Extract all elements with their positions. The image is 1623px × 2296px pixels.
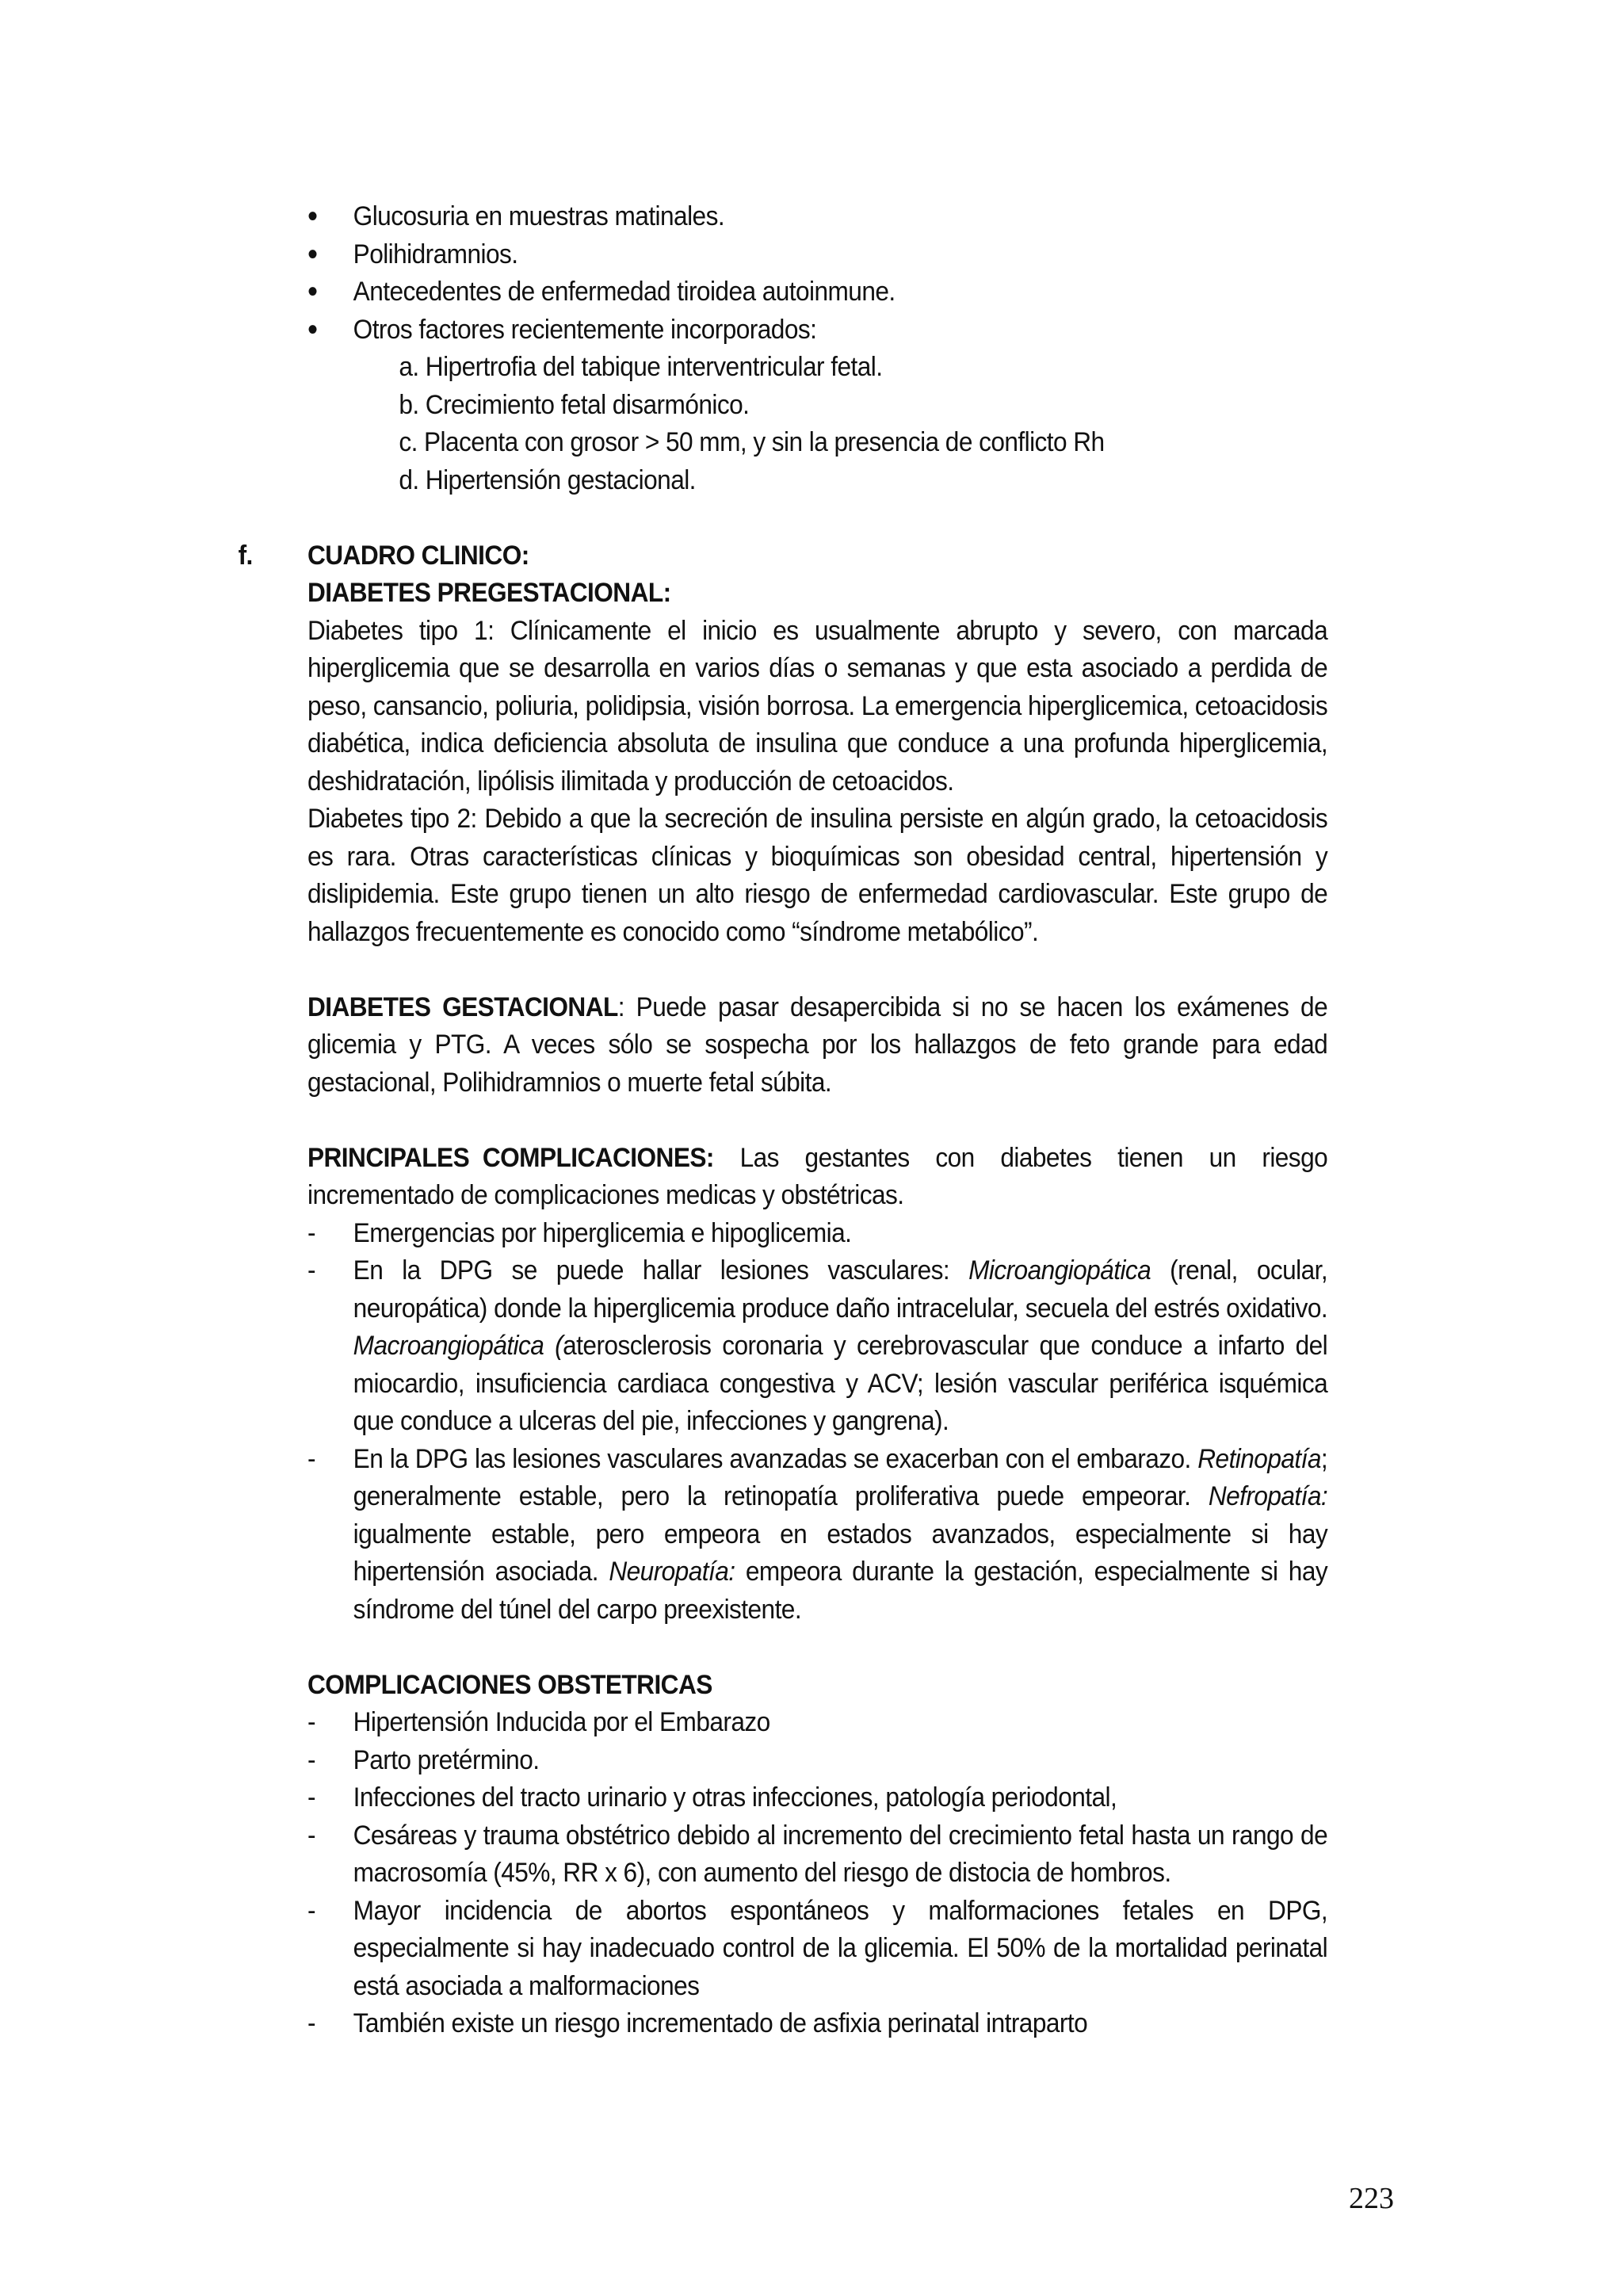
list-item: • Glucosuria en muestras matinales. — [307, 198, 1327, 236]
item-text: (renal, ocular, neuropática) donde la hiperglicemia produce daño intracelular, secuela del estrés oxidativo. — [353, 1255, 1328, 1324]
list-item: • Polihidramnios. — [307, 236, 1327, 274]
list-item: - Cesáreas y trauma obstétrico debido al incremento del crecimiento fetal hasta un rango de macrosomía (45%, RR x 6), con aumento del riesgo de distocia de hombros. — [307, 1817, 1327, 1893]
item-text: empeora durante la gestación, especialmente si hay síndrome del túnel del carpo preexistente. — [353, 1557, 1328, 1625]
item-emphasis: Neuropatía: — [609, 1557, 735, 1587]
sub-factor-list — [353, 349, 1327, 499]
item-text: En la DPG las lesiones vasculares avanzadas se exacerban con el embarazo. — [353, 1443, 1198, 1474]
item-emphasis: Macroangiopática ( — [353, 1331, 563, 1361]
list-item-text: Otros factores recientemente incorporados: — [353, 314, 817, 345]
gestational-label: DIABETES GESTACIONAL — [307, 991, 618, 1022]
list-item: - También existe un riesgo incrementado de asfixia perinatal intraparto — [307, 2005, 1327, 2043]
obstetric-complications-list — [307, 1704, 1327, 2043]
list-item — [307, 311, 1327, 500]
list-item — [307, 1252, 1327, 1441]
sub-item: a. Hipertrofia del tabique interventricular fetal. — [399, 352, 883, 382]
sub-item: c. Placenta con grosor > 50 mm, y sin la presencia de conflicto Rh — [399, 427, 1105, 457]
paragraph-principales-complicaciones — [307, 1140, 1327, 1215]
item-emphasis: Microangiopática — [968, 1255, 1151, 1286]
risk-factor-list — [307, 198, 1327, 499]
paragraph-diabetes-tipo-1: Diabetes tipo 1: Clínicamente el inicio es usualmente abrupto y severo, con marcada hiperglicemia que se desarrolla en varios días o semanas y que esta asociado a perdida de peso, cansancio, poliuria, polidipsia, visión borrosa. La emergencia hiperglicemica, cetoacidosis diabética, indica deficiencia absoluta de insulina que conduce a una profunda hiperglicemia, deshidratación, lipólisis ilimitada y producción de cetoacidos. — [307, 615, 1328, 797]
list-item: - Hipertensión Inducida por el Embarazo — [307, 1704, 1327, 1742]
paragraph-diabetes-gestacional — [307, 989, 1327, 1102]
item-text: En la DPG se puede hallar lesiones vasculares: — [353, 1255, 969, 1286]
gestational-text: : Puede pasar desapercibida si no se hacen los exámenes de glicemia y PTG. A veces sólo se sospecha por los hallazgos de feto grande para edad gestacional, Polihidramnios o muerte fetal súbita. — [307, 991, 1328, 1098]
page-content — [238, 198, 1328, 2043]
item-text: aterosclerosis coronaria y cerebrovascular que conduce a infarto del miocardio, insuficiencia cardiaca congestiva y ACV; lesión vascular periférica isquémica que conduce a ulceras del pie, infecciones y gangrena). — [353, 1331, 1328, 1436]
item-emphasis: Retinopatía — [1197, 1443, 1321, 1474]
list-item: - Infecciones del tracto urinario y otras infecciones, patología periodontal, — [307, 1779, 1327, 1817]
sub-item: b. Crecimiento fetal disarmónico. — [399, 389, 750, 420]
section-cuadro-clinico — [238, 537, 1328, 2043]
list-item: - Emergencias por hiperglicemia e hipoglicemia. — [307, 1215, 1327, 1253]
complications-list — [307, 1215, 1327, 1629]
list-item: • Antecedentes de enfermedad tiroidea autoinmune. — [307, 273, 1327, 311]
list-item: - Mayor incidencia de abortos espontáneos y malformaciones fetales en DPG, especialmente si hay inadecuado control de la glicemia. El 50% de la mortalidad perinatal está asociada a malformaciones — [307, 1893, 1327, 2006]
list-item: - Parto pretérmino. — [307, 1742, 1327, 1780]
obstetric-complications-title: COMPLICACIONES OBSTETRICAS — [307, 1669, 712, 1700]
item-emphasis: Nefropatía: — [1208, 1481, 1328, 1511]
section-title: CUADRO CLINICO: — [307, 540, 529, 571]
item-text: igualmente estable, pero empeora en estados avanzados, especialmente si hay hipertensión asociada. — [353, 1519, 1328, 1587]
complications-label-1: PRINCIPALES — [307, 1142, 470, 1173]
section-subtitle: DIABETES PREGESTACIONAL: — [307, 578, 671, 608]
complications-label-2: COMPLICACIONES: — [482, 1142, 714, 1173]
list-item — [307, 1441, 1327, 1629]
sub-item: d. Hipertensión gestacional. — [399, 464, 696, 495]
page-number: 223 — [1349, 2182, 1394, 2215]
paragraph-diabetes-tipo-2: Diabetes tipo 2: Debido a que la secreción de insulina persiste en algún grado, la cetoacidosis es rara. Otras características clínicas y bioquímicas son obesidad central, hipertensión y dislipidemia. Este grupo tienen un alto riesgo de enfermedad cardiovascular. Este grupo de hallazgos frecuentemente es conocido como “síndrome metabólico”. — [307, 804, 1328, 947]
item-text: ; generalmente estable, pero la retinopatía proliferativa puede empeorar. — [353, 1443, 1328, 1511]
section-letter: f. — [238, 540, 253, 571]
complications-text: Las gestantes con diabetes tienen un riesgo incrementado de complicaciones medicas y obstétricas. — [307, 1142, 1328, 1210]
